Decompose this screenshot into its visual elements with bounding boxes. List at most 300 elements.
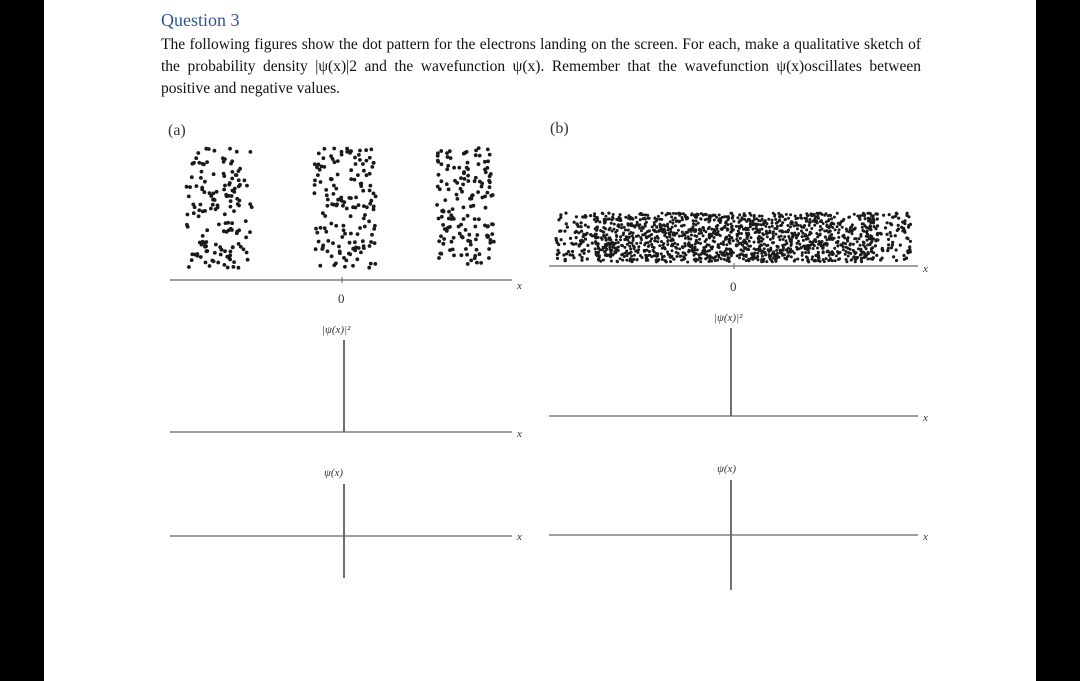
electron-dot — [624, 229, 627, 232]
electron-dot — [785, 213, 788, 216]
electron-dot — [459, 176, 463, 180]
electron-dot — [230, 221, 234, 225]
electron-dot — [321, 244, 325, 248]
electron-dot — [349, 168, 353, 172]
electron-dot — [448, 225, 452, 229]
electron-dot — [872, 214, 875, 217]
electron-dot — [185, 185, 189, 189]
electron-dot — [813, 259, 816, 262]
electron-dot — [808, 221, 811, 224]
electron-dot — [456, 197, 460, 201]
electron-dot — [622, 232, 625, 235]
electron-dot — [627, 217, 630, 220]
electron-dot — [861, 251, 864, 254]
electron-dot — [250, 205, 254, 209]
electron-dot — [738, 213, 741, 216]
electron-dot — [793, 260, 796, 263]
electron-dot — [867, 258, 870, 261]
electron-dot — [449, 213, 453, 217]
electron-dot — [337, 245, 341, 249]
electron-dot — [851, 232, 854, 235]
electron-dot — [483, 160, 487, 164]
electron-dot — [678, 247, 681, 250]
worksheet-page — [44, 0, 1036, 681]
electron-dot — [812, 214, 815, 217]
electron-dot — [889, 231, 892, 234]
electron-dot — [841, 235, 844, 238]
electron-dot — [464, 228, 468, 232]
electron-dot — [343, 265, 347, 269]
electron-dot — [779, 251, 782, 254]
electron-dot — [475, 233, 479, 237]
electron-dot — [656, 252, 659, 255]
electron-dot — [860, 260, 863, 263]
electron-dot — [316, 173, 320, 177]
electron-dot — [903, 231, 906, 234]
electron-dot — [451, 207, 455, 211]
electron-dot — [466, 167, 470, 171]
electron-dot — [340, 235, 344, 239]
electron-dot — [228, 258, 232, 262]
electron-dot — [735, 238, 738, 241]
electron-dot — [625, 259, 628, 262]
electron-dot — [212, 192, 216, 196]
electron-dot — [796, 234, 799, 237]
electron-dot — [833, 237, 836, 240]
electron-dot — [608, 236, 611, 239]
electron-dot — [663, 259, 666, 262]
electron-dot — [615, 235, 618, 238]
electron-dot — [848, 216, 851, 219]
electron-dot — [235, 230, 239, 234]
electron-dot — [197, 214, 201, 218]
electron-dot — [797, 240, 800, 243]
electron-dot — [608, 228, 611, 231]
electron-dot — [199, 203, 203, 207]
electron-dot — [738, 232, 741, 235]
electron-dot — [570, 242, 573, 245]
electron-dot — [654, 239, 657, 242]
electron-dot — [778, 215, 781, 218]
electron-dot — [661, 228, 664, 231]
electron-dot — [630, 242, 633, 245]
electron-dot — [358, 149, 362, 153]
electron-dot — [223, 263, 227, 267]
electron-dot — [881, 249, 884, 252]
electron-dot — [862, 230, 865, 233]
electron-dot — [361, 162, 365, 166]
electron-dot — [787, 230, 790, 233]
electron-dot — [687, 235, 690, 238]
electron-dot — [673, 234, 676, 237]
electron-dot — [245, 251, 249, 255]
electron-dot — [232, 265, 236, 269]
electron-dot — [466, 174, 470, 178]
electron-dot — [452, 236, 456, 240]
electron-dot — [621, 253, 624, 256]
electron-dot — [689, 245, 692, 248]
electron-dot — [671, 249, 674, 252]
electron-dot — [776, 246, 779, 249]
electron-dot — [594, 247, 597, 250]
electron-dot — [849, 242, 852, 245]
electron-dot — [336, 159, 340, 163]
electron-dot — [199, 255, 203, 259]
electron-dot — [330, 254, 334, 258]
electron-dot — [452, 166, 456, 170]
electron-dot — [719, 250, 722, 253]
electron-dot — [618, 216, 621, 219]
electron-dot — [684, 253, 687, 256]
electron-dot — [675, 212, 678, 215]
electron-dot — [447, 188, 451, 192]
electron-dot — [756, 256, 759, 259]
electron-dot — [656, 235, 659, 238]
electron-dot — [211, 203, 215, 207]
electron-dot — [857, 247, 860, 250]
electron-dot — [775, 249, 778, 252]
electron-dot — [738, 227, 741, 230]
electron-dot — [682, 258, 685, 261]
electron-dot — [863, 214, 866, 217]
electron-dot — [569, 253, 572, 256]
electron-dot — [661, 258, 664, 261]
electron-dot — [626, 254, 629, 257]
electron-dot — [229, 199, 233, 203]
electron-dot — [602, 259, 605, 262]
electron-dot — [742, 257, 745, 260]
electron-dot — [586, 257, 589, 260]
electron-dot — [832, 252, 835, 255]
part-b-density-label: |ψ(x)|² — [714, 312, 743, 324]
electron-dot — [736, 216, 739, 219]
electron-dot — [801, 251, 804, 254]
electron-dot — [580, 259, 583, 262]
electron-dot — [441, 223, 445, 227]
electron-dot — [886, 233, 889, 236]
electron-dot — [488, 180, 492, 184]
electron-dot — [199, 176, 203, 180]
electron-dot — [767, 253, 770, 256]
electron-dot — [778, 219, 781, 222]
electron-dot — [667, 253, 670, 256]
electron-dot — [587, 250, 590, 253]
electron-dot — [864, 224, 867, 227]
electron-dot — [891, 243, 894, 246]
electron-dot — [202, 163, 206, 167]
electron-dot — [640, 229, 643, 232]
electron-dot — [776, 252, 779, 255]
electron-dot — [640, 238, 643, 241]
electron-dot — [765, 244, 768, 247]
electron-dot — [890, 246, 893, 249]
electron-dot — [723, 215, 726, 218]
electron-dot — [190, 175, 194, 179]
electron-dot — [335, 202, 339, 206]
electron-dot — [610, 260, 613, 263]
electron-dot — [598, 221, 601, 224]
electron-dot — [225, 255, 229, 259]
electron-dot — [484, 206, 488, 210]
electron-dot — [587, 225, 590, 228]
electron-dot — [724, 225, 727, 228]
electron-dot — [670, 215, 673, 218]
electron-dot — [565, 222, 568, 225]
electron-dot — [876, 232, 879, 235]
electron-dot — [475, 261, 479, 265]
electron-dot — [897, 224, 900, 227]
electron-dot — [473, 256, 477, 260]
electron-dot — [727, 238, 730, 241]
electron-dot — [822, 222, 825, 225]
electron-dot — [855, 251, 858, 254]
electron-dot — [222, 229, 226, 233]
electron-dot — [673, 258, 676, 261]
electron-dot — [323, 147, 327, 151]
electron-dot — [192, 161, 196, 165]
electron-dot — [613, 223, 616, 226]
electron-dot — [730, 248, 733, 251]
electron-dot — [806, 259, 809, 262]
electron-dot — [354, 246, 358, 250]
electron-dot — [837, 240, 840, 243]
electron-dot — [836, 212, 839, 215]
electron-dot — [711, 245, 714, 248]
electron-dot — [807, 251, 810, 254]
electron-dot — [805, 255, 808, 258]
electron-dot — [457, 166, 461, 170]
electron-dot — [699, 217, 702, 220]
electron-dot — [671, 255, 674, 258]
electron-dot — [611, 216, 614, 219]
electron-dot — [768, 226, 771, 229]
electron-dot — [332, 147, 336, 151]
electron-dot — [237, 266, 241, 270]
electron-dot — [862, 244, 865, 247]
electron-dot — [819, 233, 822, 236]
electron-dot — [486, 224, 490, 228]
electron-dot — [440, 215, 444, 219]
electron-dot — [781, 254, 784, 257]
electron-dot — [774, 233, 777, 236]
electron-dot — [823, 230, 826, 233]
electron-dot — [722, 240, 725, 243]
electron-dot — [243, 179, 247, 183]
electron-dot — [607, 242, 610, 245]
electron-dot — [474, 176, 478, 180]
electron-dot — [660, 240, 663, 243]
electron-dot — [637, 245, 640, 248]
electron-dot — [437, 256, 441, 260]
electron-dot — [750, 253, 753, 256]
electron-dot — [798, 243, 801, 246]
electron-dot — [345, 207, 349, 211]
electron-dot — [556, 253, 559, 256]
electron-dot — [367, 266, 371, 270]
electron-dot — [187, 195, 191, 199]
electron-dot — [695, 216, 698, 219]
electron-dot — [349, 196, 353, 200]
electron-dot — [473, 217, 477, 221]
electron-dot — [814, 254, 817, 257]
electron-dot — [778, 238, 781, 241]
electron-dot — [716, 232, 719, 235]
electron-dot — [841, 226, 844, 229]
electron-dot — [584, 224, 587, 227]
electron-dot — [575, 222, 578, 225]
electron-dot — [810, 227, 813, 230]
electron-dot — [837, 231, 840, 234]
electron-dot — [577, 231, 580, 234]
electron-dot — [754, 227, 757, 230]
electron-dot — [796, 258, 799, 261]
electron-dot — [659, 223, 662, 226]
electron-dot — [856, 240, 859, 243]
electron-dot — [604, 215, 607, 218]
electron-dot — [717, 246, 720, 249]
electron-dot — [575, 236, 578, 239]
electron-dot — [639, 254, 642, 257]
electron-dot — [674, 246, 677, 249]
electron-dot — [246, 258, 250, 262]
electron-dot — [478, 154, 482, 158]
electron-dot — [336, 198, 340, 202]
electron-dot — [237, 178, 241, 182]
part-b-wavefunction-label: ψ(x) — [717, 463, 737, 475]
electron-dot — [743, 254, 746, 257]
electron-dot — [758, 235, 761, 238]
electron-dot — [628, 241, 631, 244]
electron-dot — [692, 219, 695, 222]
electron-dot — [616, 260, 619, 263]
electron-dot — [461, 183, 465, 187]
electron-dot — [326, 239, 330, 243]
electron-dot — [346, 149, 350, 153]
electron-dot — [445, 167, 449, 171]
electron-dot — [483, 195, 487, 199]
electron-dot — [619, 238, 622, 241]
electron-dot — [676, 219, 679, 222]
electron-dot — [796, 227, 799, 230]
electron-dot — [667, 212, 670, 215]
electron-dot — [555, 237, 558, 240]
electron-dot — [450, 240, 454, 244]
electron-dot — [713, 214, 716, 217]
electron-dot — [369, 240, 373, 244]
part-b-screen-x-label: x — [923, 263, 928, 275]
electron-dot — [772, 235, 775, 238]
electron-dot — [369, 262, 373, 266]
electron-dot — [826, 250, 829, 253]
electron-dot — [852, 243, 855, 246]
electron-dot — [362, 169, 366, 173]
part-a-wavefunction-x-label: x — [517, 531, 522, 543]
electron-dot — [474, 238, 478, 242]
electron-dot — [237, 185, 241, 189]
electron-dot — [800, 226, 803, 229]
electron-dot — [767, 218, 770, 221]
electron-dot — [876, 217, 879, 220]
electron-dot — [591, 242, 594, 245]
electron-dot — [672, 219, 675, 222]
electron-dot — [567, 250, 570, 253]
electron-dot — [800, 217, 803, 220]
electron-dot — [849, 252, 852, 255]
electron-dot — [580, 256, 583, 259]
electron-dot — [782, 230, 785, 233]
electron-dot — [886, 249, 889, 252]
electron-dot — [490, 232, 494, 236]
electron-dot — [854, 227, 857, 230]
electron-dot — [722, 243, 725, 246]
electron-dot — [833, 216, 836, 219]
electron-dot — [214, 243, 218, 247]
electron-dot — [620, 223, 623, 226]
electron-dot — [589, 214, 592, 217]
electron-dot — [813, 224, 816, 227]
electron-dot — [804, 247, 807, 250]
electron-dot — [643, 250, 646, 253]
electron-dot — [808, 233, 811, 236]
electron-dot — [319, 226, 323, 230]
electron-dot — [790, 243, 793, 246]
electron-dot — [586, 232, 589, 235]
electron-dot — [708, 219, 711, 222]
electron-dot — [673, 242, 676, 245]
electron-dot — [647, 245, 650, 248]
electron-dot — [628, 232, 631, 235]
electron-dot — [725, 243, 728, 246]
electron-dot — [785, 258, 788, 261]
electron-dot — [629, 259, 632, 262]
electron-dot — [884, 226, 887, 229]
electron-dot — [771, 232, 774, 235]
electron-dot — [647, 217, 650, 220]
electron-dot — [605, 239, 608, 242]
electron-dot — [665, 236, 668, 239]
electron-dot — [442, 237, 446, 241]
electron-dot — [871, 221, 874, 224]
electron-dot — [603, 235, 606, 238]
electron-dot — [341, 204, 345, 208]
electron-dot — [231, 170, 235, 174]
electron-dot — [615, 247, 618, 250]
electron-dot — [487, 256, 491, 260]
electron-dot — [244, 219, 248, 223]
electron-dot — [489, 172, 493, 176]
electron-dot — [745, 259, 748, 262]
electron-dot — [339, 196, 343, 200]
electron-dot — [342, 224, 346, 228]
electron-dot — [344, 259, 348, 263]
electron-dot — [698, 232, 701, 235]
electron-dot — [794, 215, 797, 218]
electron-dot — [869, 257, 872, 260]
electron-dot — [852, 256, 855, 259]
electron-dot — [726, 223, 729, 226]
electron-dot — [731, 217, 734, 220]
electron-dot — [853, 213, 856, 216]
electron-dot — [230, 177, 234, 181]
part-a-dot-pattern — [185, 146, 496, 269]
electron-dot — [801, 258, 804, 261]
electron-dot — [356, 232, 360, 236]
electron-dot — [662, 242, 665, 245]
electron-dot — [793, 224, 796, 227]
electron-dot — [695, 240, 698, 243]
electron-dot — [353, 156, 357, 160]
electron-dot — [758, 245, 761, 248]
